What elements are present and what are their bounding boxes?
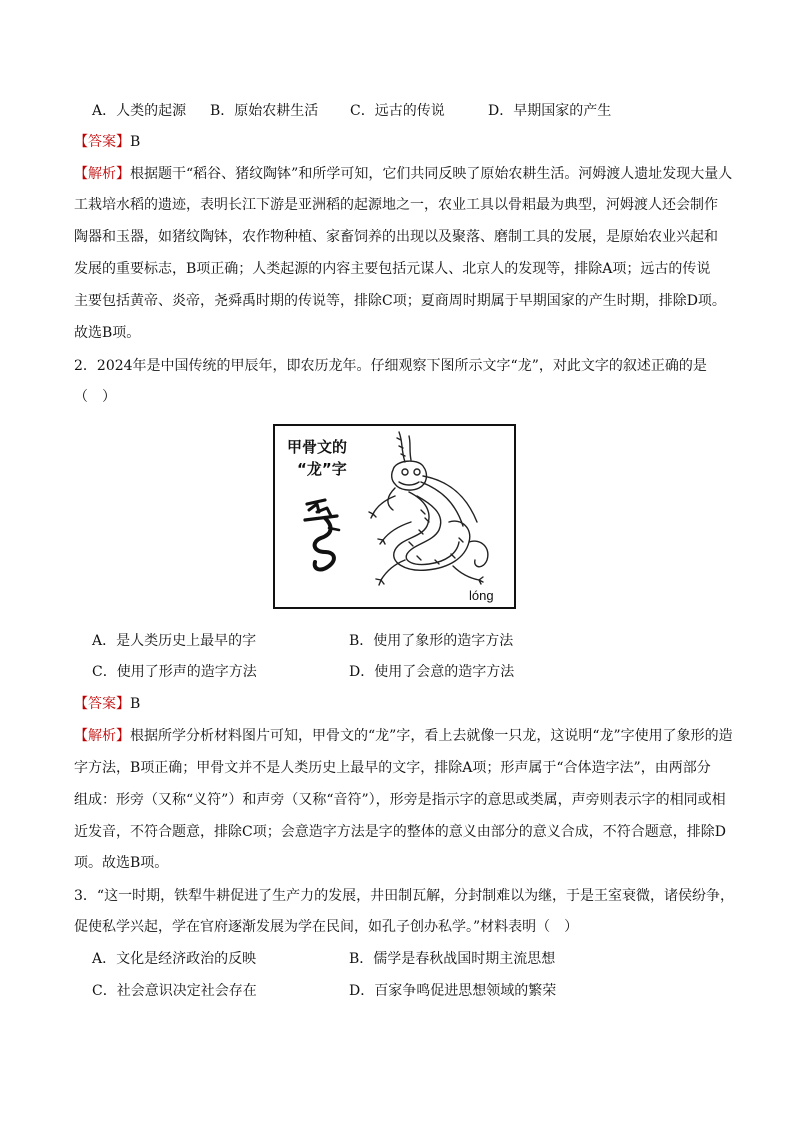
q2-analysis-line-3: 组成：形旁（又称“义符”）和声旁（又称“音符”），形旁是指示字的意思或类属，声旁则表示字的相同或相 [74, 792, 726, 808]
figure-title-line-2: “龙”字 [297, 460, 347, 478]
analysis-text: 根据所学分析材料图片可知，甲骨文的“龙”字，看上去就像一只龙，这说明“龙”字使用了象形的造 [130, 728, 733, 744]
answer-value: B [130, 696, 141, 712]
q2-analysis-line-4: 近发音，不符合题意，排除C项；会意造字方法是字的整体的意义由部分的意义合成，不符合题意，排除D [74, 824, 726, 840]
answer-tag: 【答案】 [74, 134, 130, 150]
q1-analysis-line-2: 工栽培水稻的遗迹，表明长江下游是亚洲稻的起源地之一，农业工具以骨耜最为典型，河姆渡人还会制作 [74, 197, 718, 213]
q3-option-c: C．社会意识决定社会存在 [92, 983, 257, 999]
q2-option-c: C．使用了形声的造字方法 [92, 664, 257, 680]
q1-option-b: B．原始农耕生活 [210, 103, 319, 119]
q2-stem-line-2: （ ） [74, 389, 116, 405]
q3-option-a: A．文化是经济政治的反映 [92, 951, 257, 967]
q2-option-d: D．使用了会意的造字方法 [349, 664, 515, 680]
q1-option-a: A．人类的起源 [92, 103, 187, 119]
q3-stem-line-1: 3．“这一时期，铁犁牛耕促进了生产力的发展，井田制瓦解，分封制难以为继，于是王室衰微，诸侯纷争， [74, 888, 735, 904]
q2-option-b: B．使用了象形的造字方法 [349, 633, 514, 649]
dragon-illustration-icon [365, 430, 510, 590]
q1-analysis-line-4: 发展的重要标志，B项正确；人类起源的内容主要包括元谋人、北京人的发现等，排除A项；远古的传说 [74, 261, 711, 277]
q3-option-b: B．儒学是春秋战国时期主流思想 [349, 951, 556, 967]
q1-option-d: D．早期国家的产生 [488, 103, 612, 119]
q1-analysis-line-1 [74, 164, 732, 184]
q1-analysis-line-3: 陶器和玉器，如猪纹陶钵，农作物种植、家畜饲养的出现以及聚落、磨制工具的发展，是原始农业兴起和 [74, 229, 718, 245]
q2-analysis-line-5: 项。故选B项。 [74, 855, 169, 871]
q3-stem-line-2: 促使私学兴起，学在官府逐渐发展为学在民间，如孔子创办私学。”材料表明（ ） [74, 919, 579, 935]
analysis-tag: 【解析】 [74, 728, 130, 744]
q2-stem-line-1: 2．2024年是中国传统的甲辰年，即农历龙年。仔细观察下图所示文字“龙”，对此文字的叙述正确的是 [74, 358, 707, 374]
q3-option-d: D．百家争鸣促进思想领域的繁荣 [349, 983, 557, 999]
dragon-figure [273, 424, 516, 609]
q2-analysis-line-2: 字方法，B项正确；甲骨文并不是人类历史上最早的文字，排除A项；形声属于“合体造字法”，由两部分 [74, 760, 711, 776]
q1-analysis-line-6: 故选B项。 [74, 325, 141, 341]
oracle-bone-dragon-glyph-icon [303, 498, 343, 576]
q2-analysis-line-1 [74, 726, 733, 746]
answer-tag: 【答案】 [74, 696, 130, 712]
figure-pinyin: lóng [469, 588, 494, 603]
analysis-tag: 【解析】 [74, 166, 130, 182]
q2-option-a: A．是人类历史上最早的字 [92, 633, 257, 649]
q1-option-c: C．远古的传说 [350, 103, 445, 119]
q2-answer-line [74, 694, 140, 714]
q1-analysis-line-5: 主要包括黄帝、炎帝，尧舜禹时期的传说等，排除C项；夏商周时期属于早期国家的产生时期，排除D项。 [74, 293, 726, 309]
figure-title-line-1: 甲骨文的 [287, 438, 348, 456]
q1-answer-line [74, 132, 140, 152]
analysis-text: 根据题干“稻谷、猪纹陶钵”和所学可知，它们共同反映了原始农耕生活。河姆渡人遗址发现大量人 [130, 166, 733, 182]
answer-value: B [130, 134, 141, 150]
